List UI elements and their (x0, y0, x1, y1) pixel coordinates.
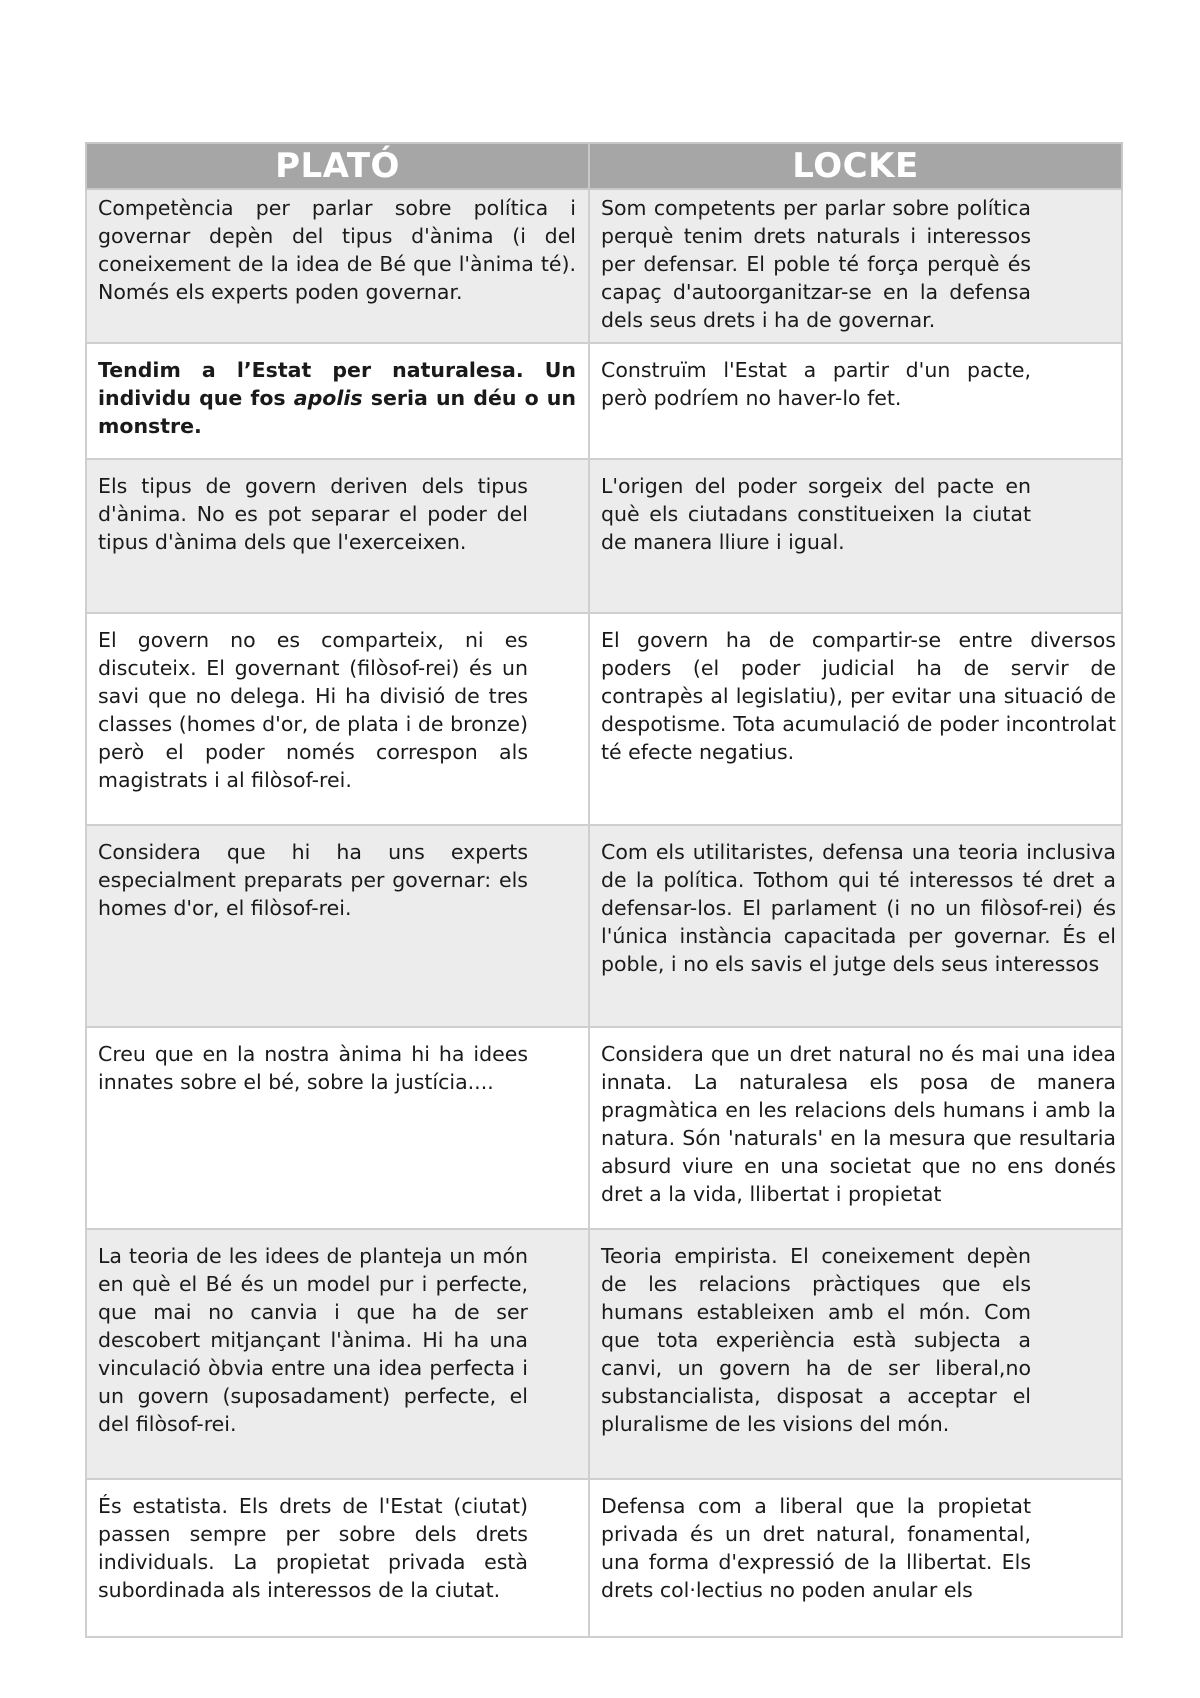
table-row (86, 459, 1122, 613)
header-locke: LOCKE (589, 143, 1122, 189)
locke-cell (589, 825, 1122, 1027)
locke-cell (589, 189, 1122, 343)
cell-text: Considera que hi ha uns experts especialment preparats per governar: els homes d'or, el filòsof-rei. (98, 840, 528, 920)
cell-text: Teoria empirista. El coneixement depèn de les relacions pràctiques que els humans estableixen amb el món. Com que tota experiència està subjecta a canvi, un govern ha de ser liberal,no substancialista, disposat a acceptar el pluralisme de les visions del món. (601, 1244, 1031, 1436)
comparison-table (85, 142, 1123, 1638)
locke-cell (589, 613, 1122, 825)
table-row (86, 343, 1122, 459)
cell-text: Defensa com a liberal que la propietat privada és un dret natural, fonamental, una forma d'expressió de la llibertat. Els drets col·lectius no poden anular els (601, 1494, 1031, 1602)
table-row (86, 613, 1122, 825)
cell-text: És estatista. Els drets de l'Estat (ciutat) passen sempre per sobre dels drets individuals. La propietat privada està subordinada als interessos de la ciutat. (98, 1494, 528, 1602)
bold-text: seria un déu o un monstre. (98, 386, 576, 438)
cell-text: El govern no es comparteix, ni es discuteix. El governant (filòsof-rei) és un savi que no delega. Hi ha divisió de tres classes (homes d'or, de plata i de bronze) però el poder només correspon als magistrats i al filòsof-rei. (98, 628, 528, 792)
table-row (86, 1479, 1122, 1637)
locke-cell (589, 1027, 1122, 1229)
locke-cell (589, 459, 1122, 613)
table-row (86, 1027, 1122, 1229)
cell-text: L'origen del poder sorgeix del pacte en què els ciutadans constitueixen la ciutat de manera lliure i igual. (601, 474, 1031, 554)
cell-text: Considera que un dret natural no és mai una idea innata. La naturalesa els posa de manera pragmàtica en les relacions dels humans i amb la natura. Són 'naturals' en la mesura que resultaria absurd viure en una societat que no ens donés dret a la vida, llibertat i propietat (601, 1042, 1116, 1206)
table-row (86, 189, 1122, 343)
cell-text: Com els utilitaristes, defensa una teoria inclusiva de la política. Tothom qui té interessos té dret a defensar-los. El parlament (i no un filòsof-rei) és l'única instància capacitada per governar. És el poble, i no els savis el jutge dels seus interessos (601, 840, 1116, 976)
table-row (86, 825, 1122, 1027)
table-row (86, 1229, 1122, 1479)
plato-cell (86, 189, 589, 343)
plato-cell (86, 1229, 589, 1479)
cell-text: La teoria de les idees de planteja un món en què el Bé és un model pur i perfecte, que mai no canvia i que ha de ser descobert mitjançant l'ànima. Hi ha una vinculació òbvia entre una idea perfecta i un govern (suposadament) perfecte, el del filòsof-rei. (98, 1244, 528, 1436)
italic-term: apolis (293, 386, 363, 410)
header-row (86, 143, 1122, 189)
plato-cell (86, 825, 589, 1027)
plato-cell (86, 1027, 589, 1229)
cell-text: Competència per parlar sobre política i governar depèn del tipus d'ànima (i del coneixement de la idea de Bé que l'ànima té). Només els experts poden governar. (98, 196, 576, 304)
header-plato: PLATÓ (86, 143, 589, 189)
locke-cell (589, 343, 1122, 459)
cell-text: Els tipus de govern deriven dels tipus d'ànima. No es pot separar el poder del tipus d'ànima dels que l'exerceixen. (98, 474, 528, 554)
plato-cell (86, 1479, 589, 1637)
cell-text: Construïm l'Estat a partir d'un pacte, però podríem no haver-lo fet. (601, 358, 1031, 410)
cell-text: Creu que en la nostra ànima hi ha idees innates sobre el bé, sobre la justícia.... (98, 1042, 528, 1094)
locke-cell (589, 1479, 1122, 1637)
plato-cell (86, 459, 589, 613)
cell-text: El govern ha de compartir-se entre diversos poders (el poder judicial ha de servir de contrapès al legislatiu), per evitar una situació de despotisme. Tota acumulació de poder incontrolat té efecte negatius. (601, 628, 1116, 764)
locke-cell (589, 1229, 1122, 1479)
plato-cell (86, 613, 589, 825)
cell-text: Som competents per parlar sobre política perquè tenim drets naturals i interessos per defensar. El poble té força perquè és capaç d'autoorganitzar-se en la defensa dels seus drets i ha de governar. (601, 196, 1031, 332)
plato-cell (86, 343, 589, 459)
bold-text: Tendim a l’Estat per naturalesa. Un individu que fos (98, 358, 576, 410)
cell-text (98, 356, 576, 440)
